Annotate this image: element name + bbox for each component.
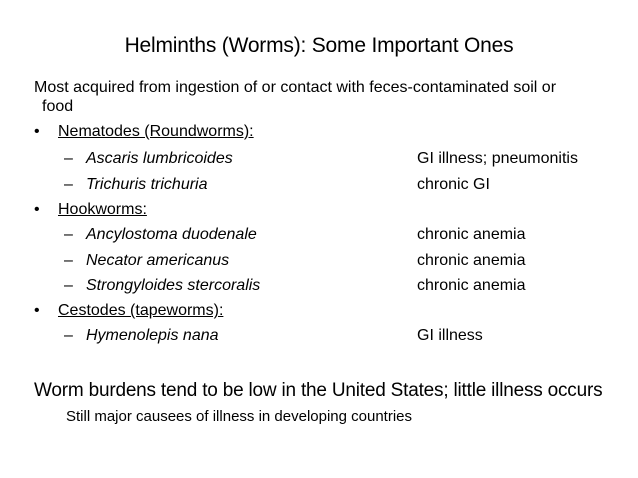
species-row — [0, 249, 638, 273]
species-name: Trichuris trichuria — [86, 176, 208, 193]
group-heading-row — [0, 299, 638, 323]
group-heading-row — [0, 120, 638, 144]
dash-icon: – — [64, 277, 73, 294]
dash-icon: – — [64, 226, 73, 243]
dash-icon: – — [64, 252, 73, 269]
species-row — [0, 324, 638, 348]
species-effect: GI illness; pneumonitis — [417, 150, 578, 167]
species-effect: chronic anemia — [417, 252, 526, 269]
species-effect: chronic anemia — [417, 277, 526, 294]
summary-text: Worm burdens tend to be low in the United States; little illness occurs — [34, 380, 603, 401]
species-name: Hymenolepis nana — [86, 327, 219, 344]
bullet-icon: • — [34, 201, 40, 218]
species-row — [0, 274, 638, 298]
species-row — [0, 147, 638, 171]
species-effect: chronic GI — [417, 176, 490, 193]
slide-title: Helminths (Worms): Some Important Ones — [124, 34, 514, 57]
species-row — [0, 173, 638, 197]
species-name: Ancylostoma duodenale — [86, 226, 257, 243]
dash-icon: – — [64, 176, 73, 193]
species-name: Strongyloides stercoralis — [86, 277, 261, 294]
bullet-icon: • — [34, 302, 40, 319]
species-effect: GI illness — [417, 327, 483, 344]
group-heading: Hookworms: — [58, 201, 147, 218]
intro-line-1: Most acquired from ingestion of or contact with feces-contaminated soil or — [34, 79, 557, 96]
group-heading: Cestodes (tapeworms): — [58, 302, 224, 319]
species-row — [0, 223, 638, 247]
species-effect: chronic anemia — [417, 226, 526, 243]
dash-icon: – — [64, 150, 73, 167]
group-heading: Nematodes (Roundworms): — [58, 123, 254, 140]
intro-text — [34, 78, 614, 116]
sub-note: Still major causees of illness in developing countries — [66, 408, 413, 425]
dash-icon: – — [64, 327, 73, 344]
species-name: Necator americanus — [86, 252, 230, 269]
species-name: Ascaris lumbricoides — [86, 150, 233, 167]
intro-line-2: food — [42, 98, 74, 115]
bullet-icon: • — [34, 123, 40, 140]
group-heading-row — [0, 198, 638, 222]
